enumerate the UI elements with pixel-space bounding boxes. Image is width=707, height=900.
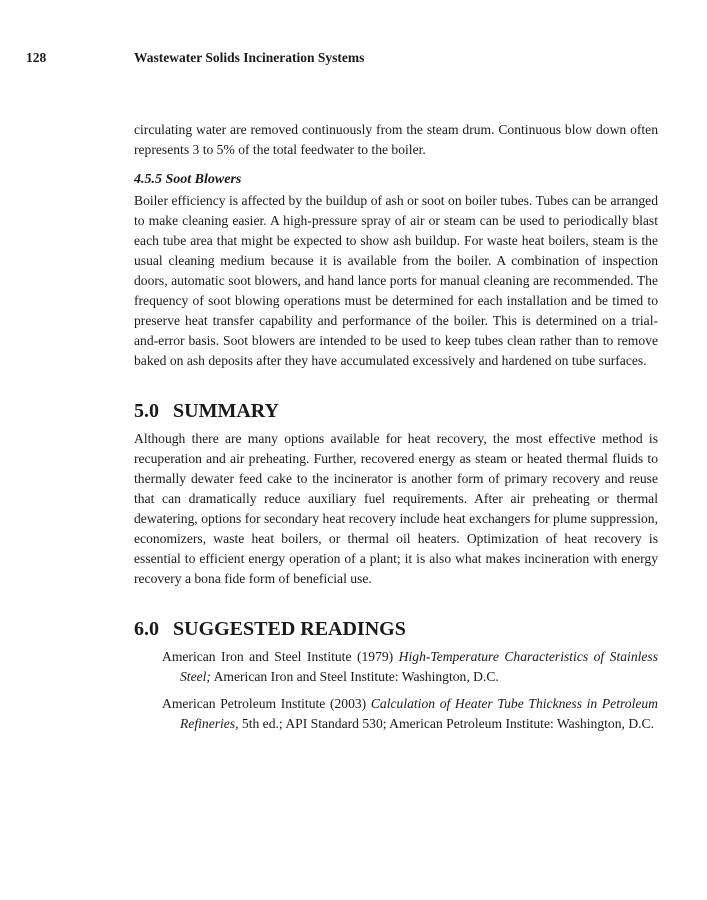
continuation-paragraph: circulating water are removed continuously from the steam drum. Continuous blow down often represents 3 to 5% of the total feedwater to the boiler. — [134, 122, 658, 157]
section-heading-suggested-readings — [134, 617, 658, 641]
soot-blowers-paragraph: Boiler efficiency is affected by the buildup of ash or soot on boiler tubes. Tubes can be arranged to make cleaning easier. A high-pressure spray of air or steam can be used to periodically blast each tube area that might be expected to show ash buildup. For waste heat boilers, steam is the usual cleaning medium because it is available from the boiler. A combination of inspection doors, automatic soot blowers, and hand lance ports for manual cleaning are recommended. The frequency of soot blowing operations must be determined for each installation and be timed to preserve heat transfer capability and performance of the boiler. This is determined on a trial-and-error basis. Soot blowers are intended to be used to keep tubes clean rather than to remove baked on ash deposits after they have accumulated excessively and hardened on tube surfaces. — [134, 193, 658, 368]
page-body — [134, 120, 658, 741]
summary-paragraph: Although there are many options available for heat recovery, the most effective method is recuperation and air preheating. Further, recovered energy as steam or heated thermal fluids to thermally dewater feed cake to the incinerator is another form of primary recovery and reuse that can dramatically reduce auxiliary fuel requirements. After air preheating or thermal dewatering, options for secondary heat recovery include heat exchangers for plume suppression, economizers, waste heat boilers, or thermal oil heaters. Optimization of heat recovery is essential to efficient energy operation of a plant; it is also what makes incineration with energy recovery a bona fide form of beneficial use. — [134, 431, 658, 586]
subsection-heading-soot-blowers: 4.5.5 Soot Blowers — [134, 172, 242, 187]
section-title: SUGGESTED READINGS — [173, 618, 406, 640]
section-heading-summary — [134, 399, 658, 423]
reference-publisher: American Iron and Steel Institute: Washington, D.C. — [210, 669, 499, 684]
reference-item — [134, 647, 658, 687]
reference-item — [134, 694, 658, 734]
section-number: 5.0 — [134, 400, 159, 422]
page-number: 128 — [26, 50, 47, 65]
section-title: SUMMARY — [173, 400, 279, 422]
reference-publisher: 5th ed.; API Standard 530; American Petroleum Institute: Washington, D.C. — [238, 716, 654, 731]
reference-author-year: American Iron and Steel Institute (1979) — [162, 649, 399, 664]
reference-title: Calculation of Heater Tube Thickness in Petroleum Refineries, — [180, 696, 658, 731]
reference-author-year: American Petroleum Institute (2003) — [162, 696, 371, 711]
reference-title: High-Temperature Characteristics of Stainless Steel; — [180, 649, 659, 684]
section-number: 6.0 — [134, 618, 159, 640]
running-head-title: Wastewater Solids Incineration Systems — [134, 50, 365, 65]
